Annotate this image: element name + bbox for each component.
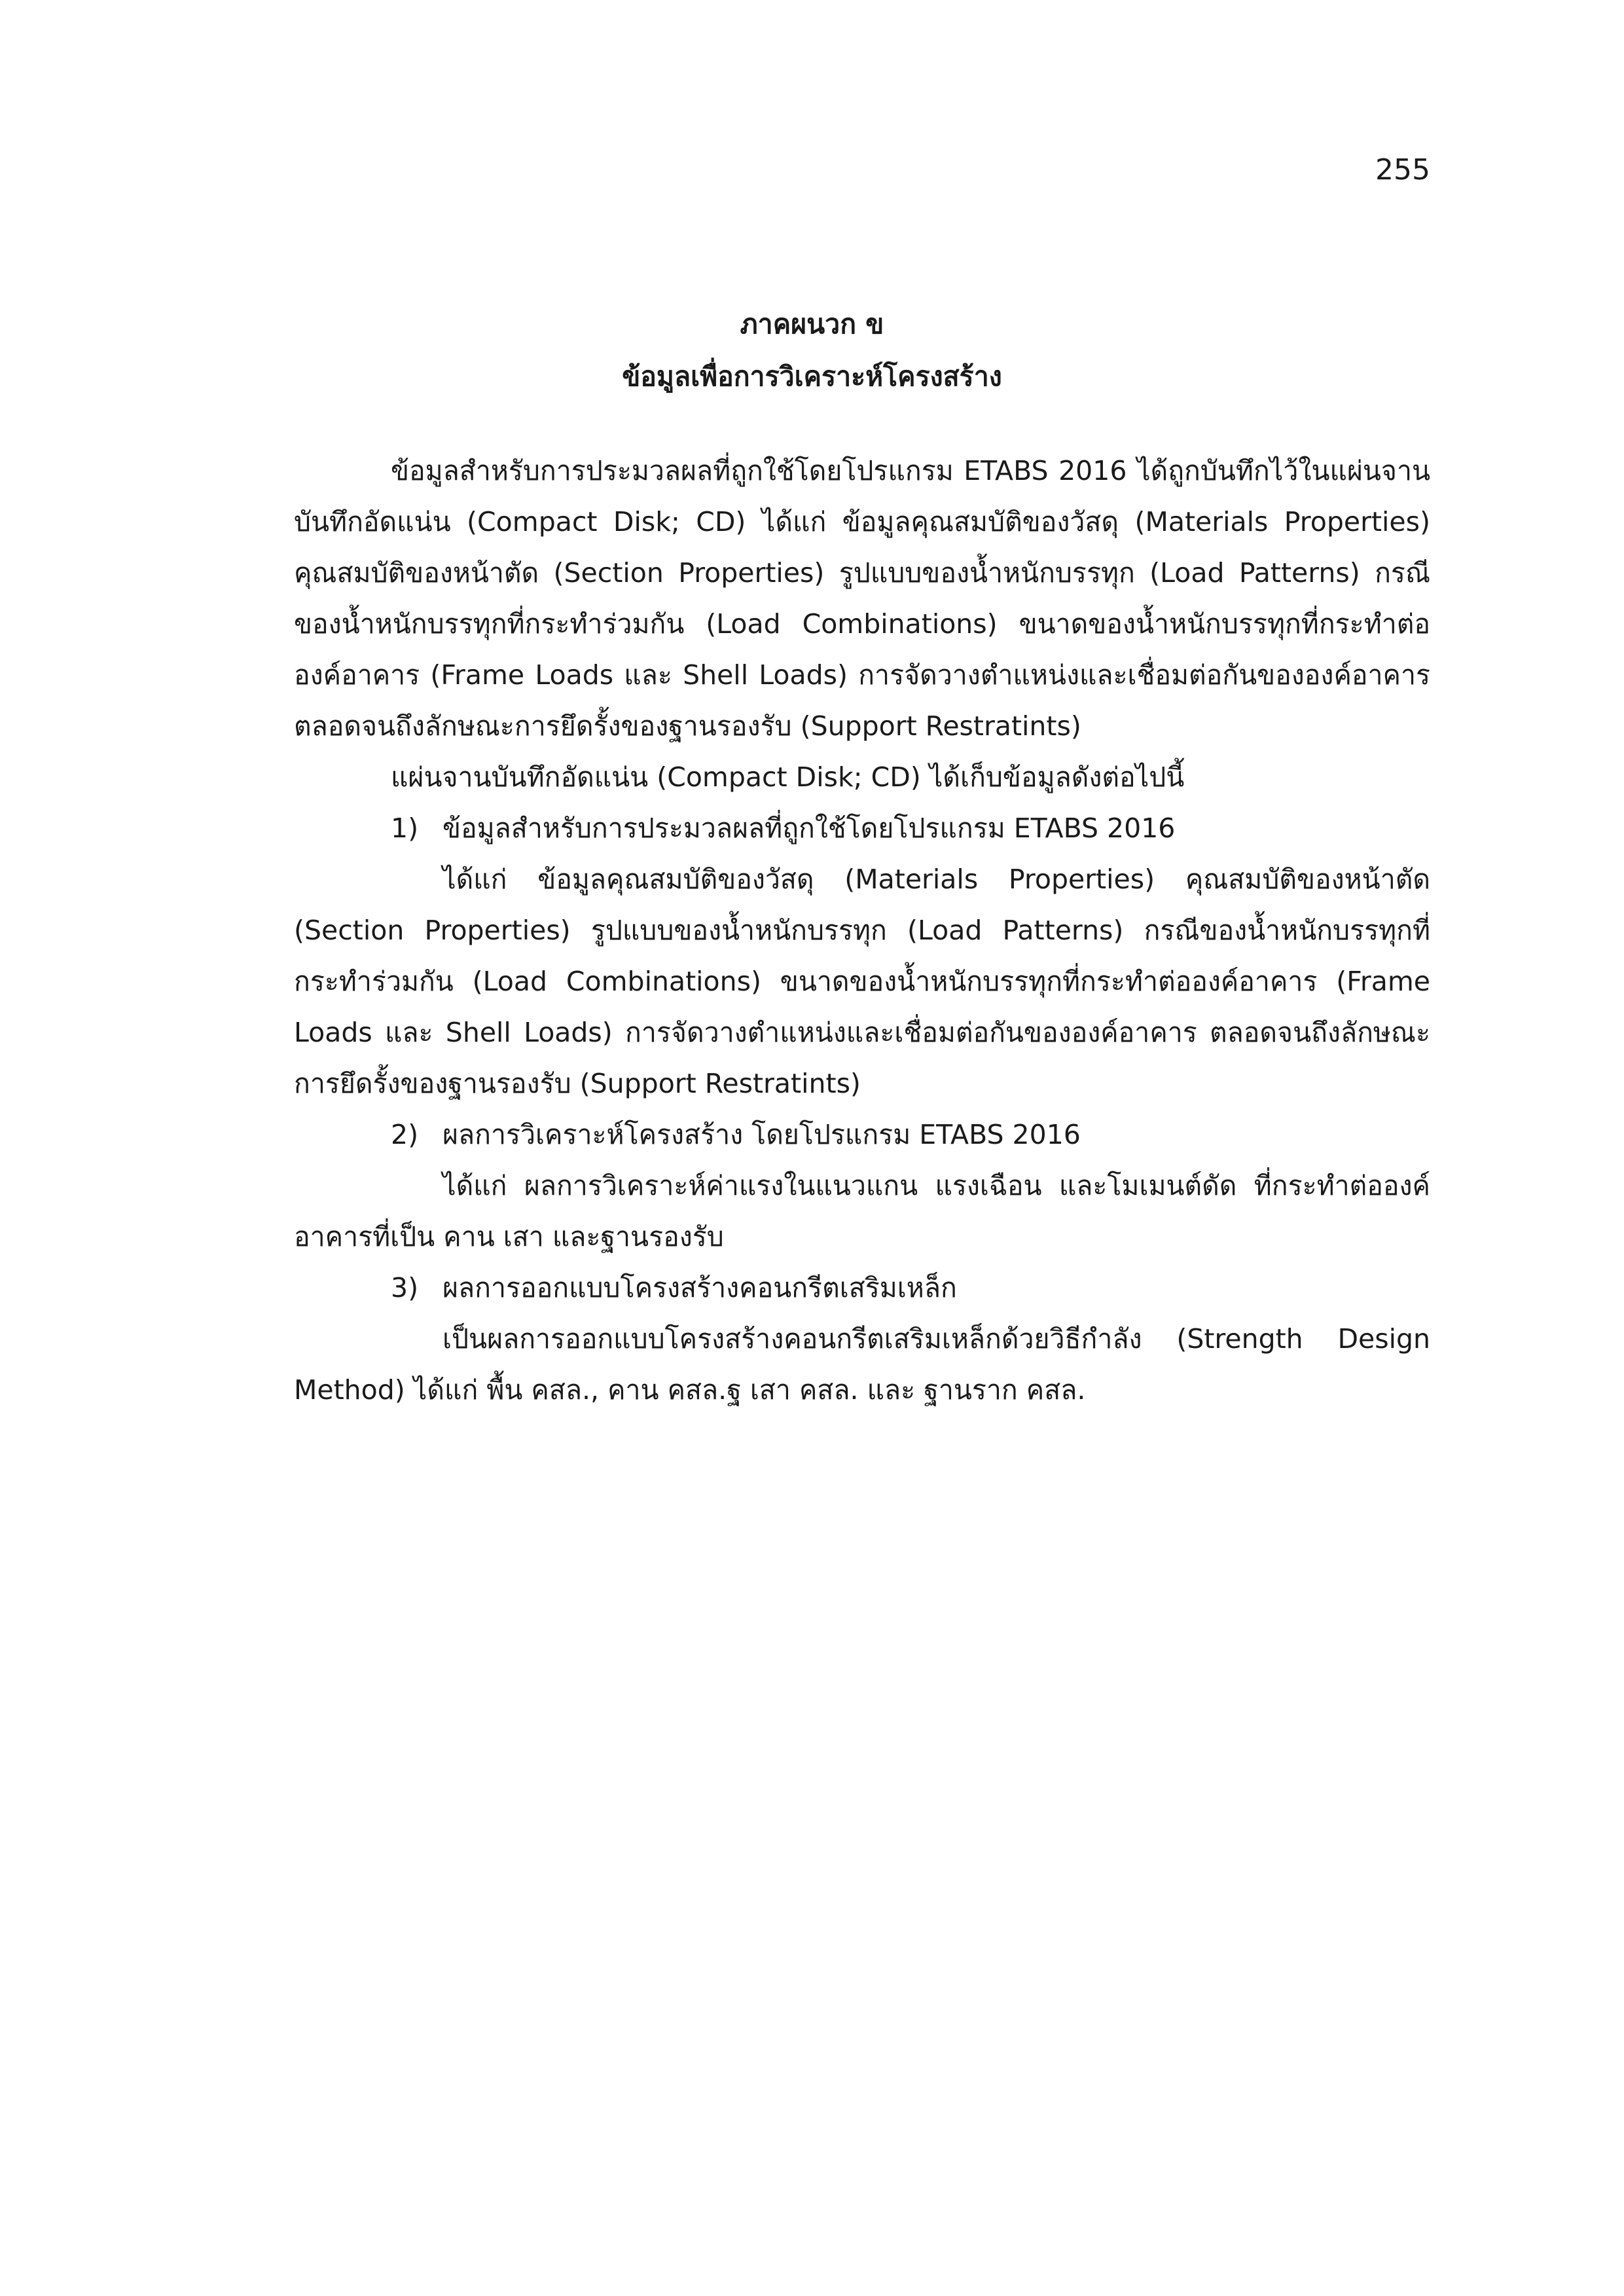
cd-intro-paragraph: แผ่นจานบันทึกอัดแน่น (Compact Disk; CD) ได้เก็บข้อมูลดังต่อไปนี้ (391, 761, 1185, 793)
intro-paragraph: ข้อมูลสำหรับการประมวลผลที่ถูกใช้โดยโปรแกรม ETABS 2016 ได้ถูกบันทึกไว้ในแผ่นจานบันทึกอัดแน่น (Compact Disk; CD) ได้แก่ ข้อมูลคุณสมบัติของวัสดุ (Materials Properties) คุณสมบัติของหน้าตัด (Section Properties) รูปแบบของน้ำหนักบรรทุก (Load Patterns) กรณีของน้ำหนักบรรทุกที่กระทำร่วมกัน (Load Combinations) ขนาดของน้ำหนักบรรทุกที่กระทำต่อองค์อาคาร (Frame Loads และ Shell Loads) การจัดวางตำแหน่งและเชื่อมต่อกันขององค์อาคาร ตลอดจนถึงลักษณะการยึดรั้งของฐานรองรับ (Support Restratints) (294, 455, 1430, 742)
list-heading: ผลการออกแบบโครงสร้างคอนกรีตเสริมเหล็ก (442, 1272, 957, 1303)
list-item-1 (294, 803, 1430, 854)
appendix-title: ภาคผนวก ข (740, 308, 884, 340)
title-block (0, 298, 1624, 403)
list-number: 2) (391, 1119, 419, 1150)
appendix-subtitle: ข้อมูลเพื่อการวิเคราะห์โครงสร้าง (622, 361, 1002, 392)
list-detail-1: ได้แก่ ข้อมูลคุณสมบัติของวัสดุ (Materials Properties) คุณสมบัติของหน้าตัด (Section Properties) รูปแบบของน้ำหนักบรรทุก (Load Patterns) กรณีของน้ำหนักบรรทุกที่กระทำร่วมกัน (Load Combinations) ขนาดของน้ำหนักบรรทุกที่กระทำต่อองค์อาคาร (Frame Loads และ Shell Loads) การจัดวางตำแหน่งและเชื่อมต่อกันขององค์อาคาร ตลอดจนถึงลักษณะการยึดรั้งของฐานรองรับ (Support Restratints) (294, 864, 1430, 1099)
list-number: 1) (391, 812, 419, 844)
list-detail-2: ได้แก่ ผลการวิเคราะห์ค่าแรงในแนวแกน แรงเฉือน และโมเมนต์ดัด ที่กระทำต่อองค์อาคารที่เป็น คาน เสา และฐานรองรับ (294, 1170, 1430, 1252)
list-heading: ผลการวิเคราะห์โครงสร้าง โดยโปรแกรม ETABS 2016 (442, 1119, 1081, 1150)
list-heading: ข้อมูลสำหรับการประมวลผลที่ถูกใช้โดยโปรแกรม ETABS 2016 (442, 812, 1176, 844)
list-number: 3) (391, 1272, 419, 1303)
list-item-2 (294, 1109, 1430, 1160)
list-detail-3: เป็นผลการออกแบบโครงสร้างคอนกรีตเสริมเหล็กด้วยวิธีกำลัง (Strength Design Method) ได้แก่ พื้น คสล., คาน คสล.ฐ เสา คสล. และ ฐานราก คสล. (294, 1323, 1430, 1406)
list-item-3 (294, 1262, 1430, 1313)
body-text (294, 445, 1430, 1415)
page-number: 255 (1375, 153, 1430, 187)
